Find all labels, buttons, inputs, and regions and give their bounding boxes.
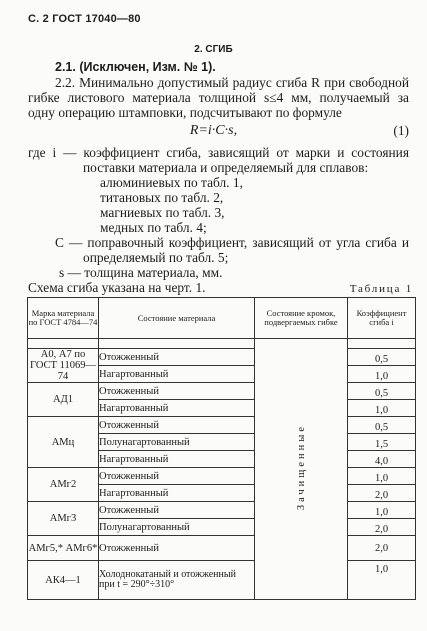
coef-cell: 1,0 [348, 502, 416, 519]
state-cell: Холоднокатаный и отожженный при t = 290°÷310° [99, 561, 255, 600]
coef-cell: 1,0 [348, 366, 416, 383]
grade-cell: А0, А7 по ГОСТ 11069—74 [28, 349, 99, 383]
table-row [28, 502, 416, 519]
table-row [28, 417, 416, 434]
state-cell: Нагартованный [99, 451, 255, 468]
table-1 [27, 297, 416, 600]
table-row [28, 468, 416, 485]
definition-c-line-2: определяемый по табл. 5; [83, 250, 229, 265]
table-header-row [28, 298, 416, 339]
table-row [28, 349, 416, 366]
state-cell: Отожженный [99, 383, 255, 400]
definition-i-line-1: где i — коэффициент сгиба, зависящий от марки и состояния [28, 145, 409, 160]
definition-c-line-1: C — поправочный коэффициент, зависящий от угла сгиба и [55, 235, 409, 250]
coef-cell: 1,0 [348, 468, 416, 485]
grade-cell: АМц [28, 417, 99, 468]
state-cell: Полунагартованный [99, 519, 255, 536]
definition-s: s — толщина материала, мм. [59, 265, 223, 280]
table-row [28, 536, 416, 561]
formula-number: (1) [393, 123, 409, 138]
grade-cell: АМг3 [28, 502, 99, 536]
coef-cell: 2,0 [348, 485, 416, 502]
state-cell: Нагартованный [99, 485, 255, 502]
scheme-reference: Схема сгиба указана на черт. 1. [28, 280, 206, 295]
coef-cell: 1,0 [348, 561, 416, 600]
alloy-copper: медных по табл. 4; [100, 220, 207, 235]
edge-state-value: Зачищенные [295, 424, 307, 511]
table-spacer-row [28, 339, 416, 349]
page-header: С. 2 ГОСТ 17040—80 [28, 13, 141, 25]
state-cell: Полунагартованный [99, 434, 255, 451]
alloy-magnesium: магниевых по табл. 3, [100, 205, 225, 220]
state-cell: Нагартованный [99, 400, 255, 417]
state-cell: Отожженный [99, 349, 255, 366]
coef-cell: 2,0 [348, 536, 416, 561]
alloy-titanium: титановых по табл. 2, [100, 190, 224, 205]
paragraph-2-1: 2.1. (Исключен, Изм. № 1). [55, 60, 216, 74]
coef-cell: 0,5 [348, 383, 416, 400]
state-cell: Отожженный [99, 417, 255, 434]
paragraph-2-2-line-1: 2.2. Минимально допустимый радиус сгиба R при свободной [55, 75, 409, 90]
paragraph-2-2-line-2: гибке листового материала толщиной s≤4 мм, получаемый за [28, 90, 409, 105]
state-cell: Нагартованный [99, 366, 255, 383]
header-edge: Состояние кромок, подвергаемых гибке [255, 298, 348, 339]
coef-cell: 0,5 [348, 349, 416, 366]
formula: R=i·C·s, [189, 123, 238, 138]
header-state: Состояние материала [99, 298, 255, 339]
coef-cell: 4,0 [348, 451, 416, 468]
state-cell: Отожженный [99, 502, 255, 519]
table-caption: Таблица 1 [349, 283, 413, 295]
header-grade: Марка материала по ГОСТ 4784—74 [28, 298, 99, 339]
coef-cell: 1,0 [348, 400, 416, 417]
coef-cell: 1,5 [348, 434, 416, 451]
table-row [28, 561, 416, 600]
table-row [28, 383, 416, 400]
grade-cell: АМг2 [28, 468, 99, 502]
coef-cell: 2,0 [348, 519, 416, 536]
state-cell: Отожженный [99, 468, 255, 485]
section-title: 2. СГИБ [194, 44, 233, 55]
definition-i-line-2: поставки материала и определяемый для сплавов: [83, 160, 369, 175]
header-coef: Коэффициент сгиба i [348, 298, 416, 339]
state-cell: Отожженный [99, 536, 255, 561]
grade-cell: АД1 [28, 383, 99, 417]
alloy-aluminium: алюминиевых по табл. 1, [100, 175, 243, 190]
grade-cell: АМг5,* АМг6* [28, 536, 99, 561]
paragraph-2-2-line-3: одну операцию штамповки, подсчитывают по формуле [28, 105, 342, 120]
grade-cell: АК4—1 [28, 561, 99, 600]
coef-cell: 0,5 [348, 417, 416, 434]
